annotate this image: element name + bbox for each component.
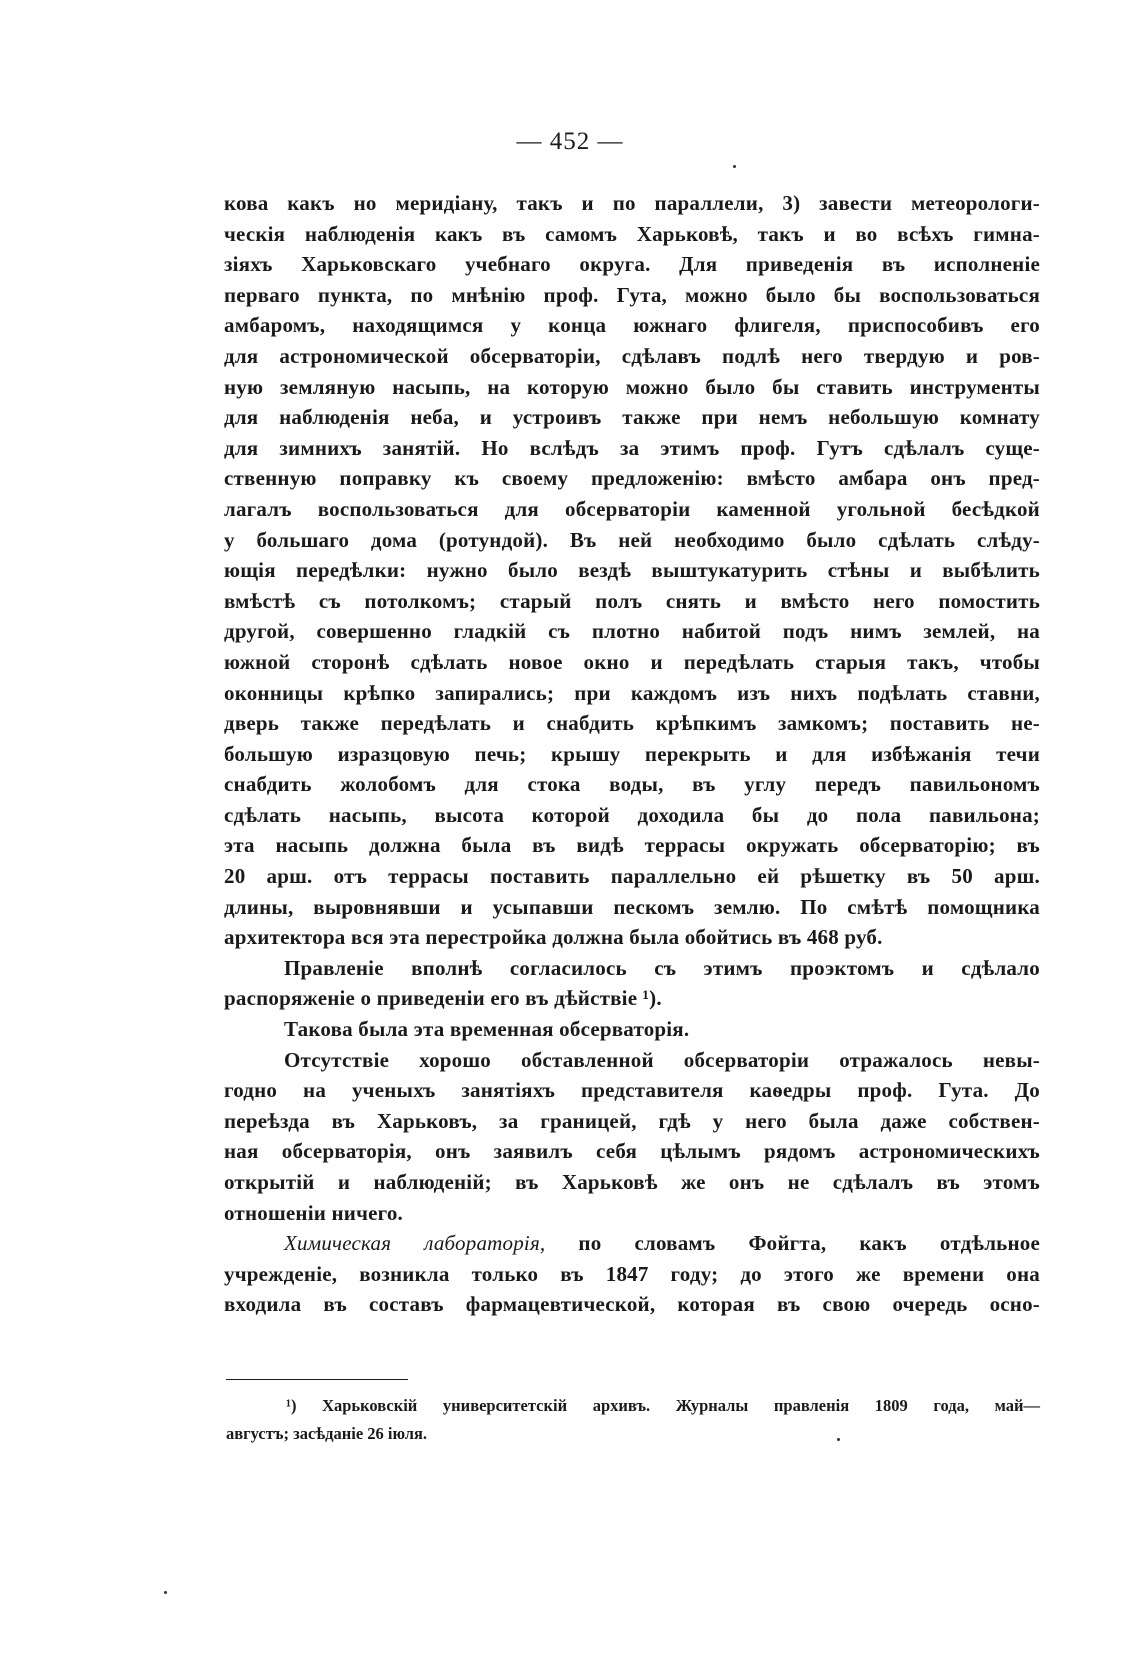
body-line: эта насыпь должна была въ видѣ террасы окружать обсерваторію; въ [224,833,1040,858]
body-line: перваго пункта, по мнѣнію проф. Гута, можно было бы воспользоваться [224,282,1040,307]
scan-speck [733,165,736,168]
body-line: амбаромъ, находящимся у конца южнаго флигеля, приспособивъ его [224,313,1040,338]
chem-paragraph-line-3: входила въ составъ фармацевтической, которая въ свою очередь осно- [224,1292,1040,1317]
body-line: Правленіе вполнѣ согласилось съ этимъ проэктомъ и сдѣлало [284,955,1040,980]
body-line: переѣзда въ Харьковъ, за границей, гдѣ у него была даже собствен- [224,1108,1040,1133]
body-line: ющія передѣлки: нужно было вездѣ выштукатурить стѣны и выбѣлить [224,558,1040,583]
main-paragraphs [224,188,1040,1228]
body-line: вмѣстѣ съ потолкомъ; старый полъ снять и вмѣсто него помостить [224,588,1040,613]
scan-speck [164,1591,167,1594]
chem-paragraph-line-2: учрежденіе, возникла только въ 1847 году; до этого же времени она [224,1261,1040,1286]
body-line: 20 арш. отъ террасы поставить параллельно ей рѣшетку въ 50 арш. [224,864,1040,889]
page-number: — 452 — [516,128,624,155]
footnotes [226,1392,1040,1448]
body-line: для зимнихъ занятій. Но вслѣдъ за этимъ проф. Гутъ сдѣлалъ суще- [224,435,1040,460]
footnote-line-1: ¹) Харьковскій университетскій архивъ. Журналы правленія 1809 года, май— [286,1396,1040,1415]
body-line: ческія наблюденія какъ въ самомъ Харьковѣ, такъ и во всѣхъ гимна- [224,221,1040,246]
body-line: Отсутствіе хорошо обставленной обсерваторіи отражалось невы- [284,1047,1040,1072]
body-line: отношеніи ничего. [224,1200,403,1225]
chem-line-1-rest: по словамъ Фойгта, какъ отдѣльное [545,1231,1041,1256]
body-line: ную земляную насыпь, на которую можно было бы ставить инструменты [224,374,1040,399]
body-line: сдѣлать насыпь, высота которой доходила бы до пола павильона; [224,802,1040,827]
body-line: Такова была эта временная обсерваторія. [284,1017,690,1042]
body-line: большую изразцовую печь; крышу перекрыть и для избѣжанія течи [224,741,1040,766]
chem-paragraph-line-1 [224,1228,1040,1259]
body-line: распоряженіе о приведеніи его въ дѣйствіе ¹). [224,986,662,1011]
body-line: ственную поправку къ своему предложенію: вмѣсто амбара онъ пред- [224,466,1040,491]
body-text [224,188,1040,1320]
body-line: оконницы крѣпко запирались; при каждомъ изъ нихъ подѣлать ставни, [224,680,1040,705]
body-line: южной сторонѣ сдѣлать новое окно и передѣлать старыя такъ, чтобы [224,649,1040,674]
body-line: зіяхъ Харьковскаго учебнаго округа. Для приведенія въ исполненіе [224,252,1040,277]
body-line: архитектора вся эта перестройка должна была обойтись въ 468 руб. [224,925,883,950]
body-line: ная обсерваторія, онъ заявилъ себя цѣлымъ рядомъ астрономическихъ [224,1139,1040,1164]
body-line: снабдить жолобомъ для стока воды, въ углу передъ павильономъ [224,772,1040,797]
body-line: для астрономической обсерваторіи, сдѣлавъ подлѣ него твердую и ров- [224,343,1040,368]
body-line: открытій и наблюденій; въ Харьковѣ же онъ не сдѣлалъ въ этомъ [224,1170,1040,1194]
scan-speck [837,1438,840,1441]
chem-lab-heading: Химическая лабораторія, [284,1231,546,1256]
body-line: кова какъ но меридіану, такъ и по параллели, 3) завести метеорологи- [224,191,1040,215]
body-line: для наблюденія неба, и устроивъ также при немъ небольшую комнату [224,405,1040,430]
footnote-divider [226,1379,408,1380]
body-line: дверь также передѣлать и снабдить крѣпкимъ замкомъ; поставить не- [224,711,1040,736]
body-line: годно на ученыхъ занятіяхъ представителя каѳедры проф. Гута. До [224,1078,1040,1103]
footnote-line-2: августъ; засѣданіе 26 іюля. [226,1424,428,1443]
body-line: у большаго дома (ротундой). Въ ней необходимо было сдѣлать слѣду- [224,527,1040,552]
body-line: длины, выровнявши и усыпавши пескомъ землю. По смѣтѣ помощника [224,894,1040,919]
body-line: другой, совершенно гладкій съ плотно набитой подъ нимъ землей, на [224,619,1040,644]
body-line: лагалъ воспользоваться для обсерваторіи каменной угольной бесѣдкой [224,496,1040,521]
